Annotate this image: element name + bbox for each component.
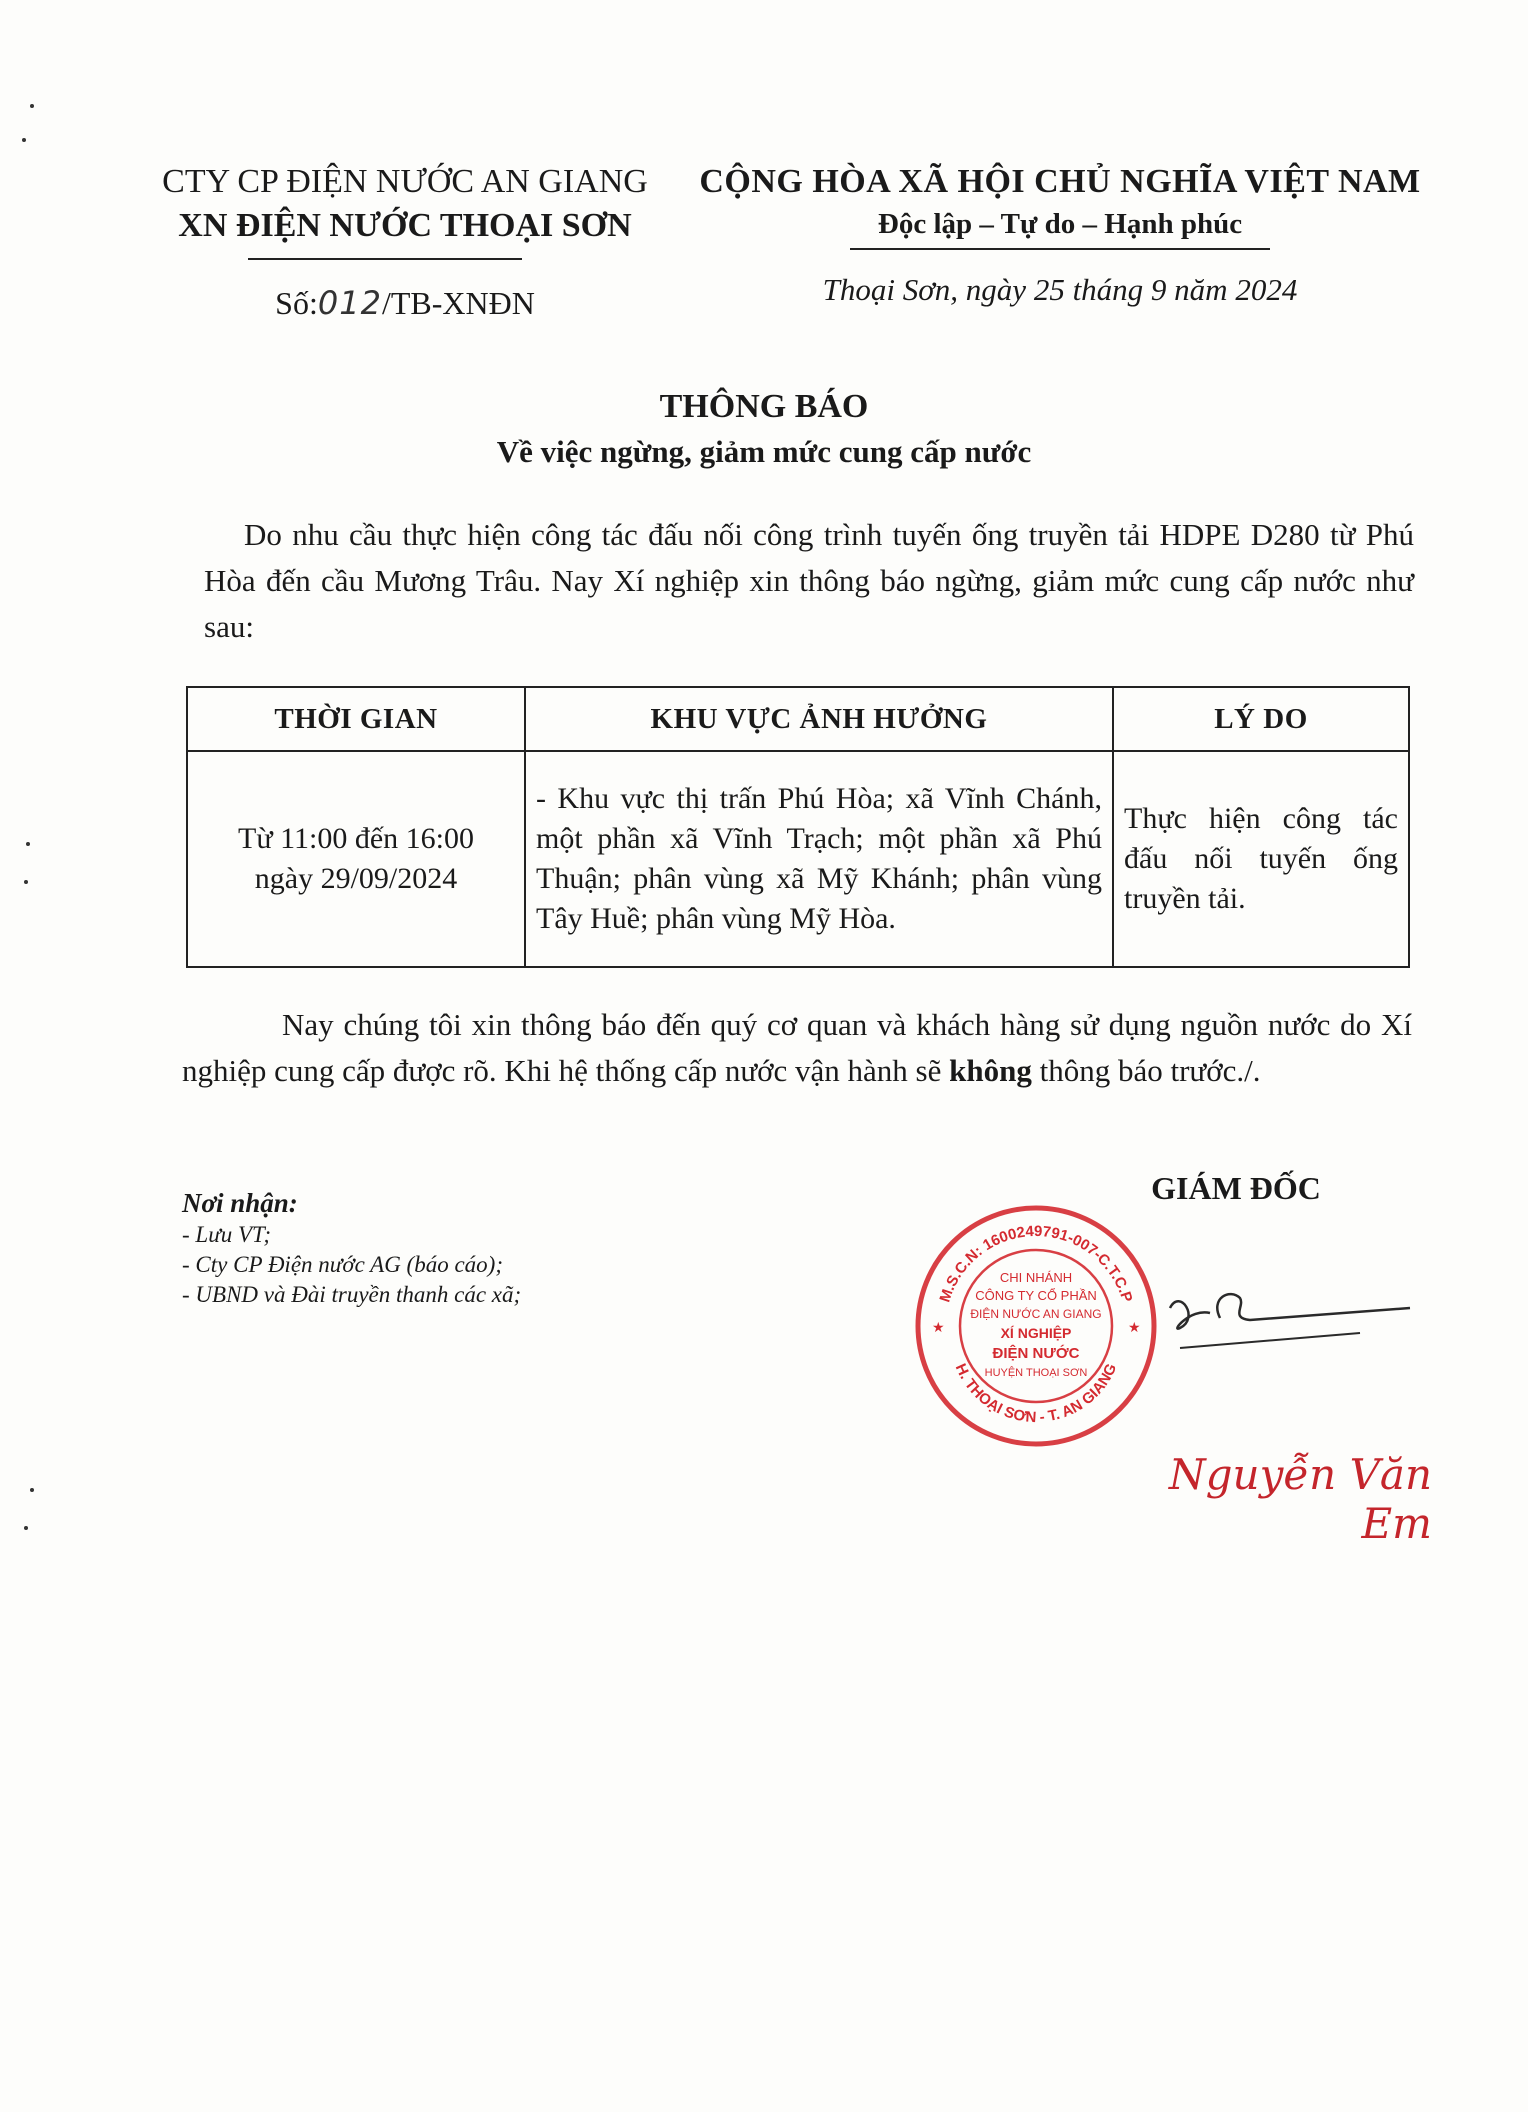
national-header <box>690 160 1430 244</box>
company-seal <box>906 1196 1166 1456</box>
branch-name: XN ĐIỆN NƯỚC THOẠI SƠN <box>178 207 632 244</box>
closing-paragraph <box>182 1002 1412 1094</box>
time-range: Từ 11:00 đến 16:00 <box>238 822 474 855</box>
seal-line: HUYỆN THOẠI SƠN <box>984 1367 1088 1379</box>
seal-line: CHI NHÁNH <box>999 1270 1073 1285</box>
schedule-table <box>186 686 1410 968</box>
national-motto: Độc lập – Tự do – Hạnh phúc <box>877 208 1243 240</box>
header-reason: LÝ DO <box>1113 687 1409 751</box>
handwritten-signature <box>1160 1278 1420 1368</box>
document-number <box>140 284 670 322</box>
scan-speck <box>30 104 34 108</box>
seal-star-icon: ★ <box>932 1320 945 1336</box>
cell-reason: Thực hiện công tác đấu nối tuyến ống truyền tải. <box>1113 751 1409 967</box>
scan-speck <box>30 1488 34 1492</box>
place-and-date: Thoại Sơn, ngày 25 tháng 9 năm 2024 <box>822 272 1298 307</box>
time-date: ngày 29/09/2024 <box>254 862 458 895</box>
intro-paragraph <box>204 512 1414 650</box>
cell-area: - Khu vực thị trấn Phú Hòa; xã Vĩnh Chánh, một phần xã Vĩnh Trạch; một phần xã Phú Thuận; phân vùng xã Mỹ Khánh; phân vùng Tây Huề; phân vùng Mỹ Hòa. <box>525 751 1113 967</box>
document-number-handwritten: 012 <box>317 284 382 322</box>
header-time: THỜI GIAN <box>187 687 525 751</box>
closing-bold-word: không <box>949 1053 1032 1088</box>
scan-speck <box>26 842 30 846</box>
recipient-item: - Cty CP Điện nước AG (báo cáo); <box>182 1252 503 1277</box>
header-divider-left <box>248 258 522 260</box>
scan-speck <box>24 1526 28 1530</box>
table-header-row <box>187 687 1409 751</box>
seal-star-icon: ★ <box>1128 1320 1141 1336</box>
seal-line: XÍ NGHIỆP <box>1000 1325 1072 1341</box>
seal-ring-bottom: H. THOẠI SƠN - T. AN GIANG <box>951 1361 1121 1427</box>
seal-line: ĐIỆN NƯỚC <box>992 1345 1080 1362</box>
header-divider-right <box>850 248 1270 250</box>
recipients-heading: Nơi nhận: <box>182 1188 298 1218</box>
seal-line: ĐIỆN NƯỚC AN GIANG <box>970 1307 1102 1321</box>
header-area: KHU VỰC ẢNH HƯỞNG <box>525 687 1113 751</box>
document-subtitle: Về việc ngừng, giảm mức cung cấp nước <box>496 434 1032 469</box>
signer-name: Nguyễn Văn Em <box>1168 1450 1432 1548</box>
table-row <box>187 751 1409 967</box>
seal-line: CÔNG TY CỔ PHẦN <box>975 1288 1097 1303</box>
recipient-item: - UBND và Đài truyền thanh các xã; <box>182 1282 522 1307</box>
signer-title: GIÁM ĐỐC <box>1151 1170 1321 1206</box>
document-number-prefix: Số: <box>275 285 318 321</box>
seal-ring-top: M.S.C.N: 1600249791-007-C.T.C.P <box>936 1222 1136 1305</box>
organization-header <box>140 160 670 248</box>
country-name: CỘNG HÒA XÃ HỘI CHỦ NGHĨA VIỆT NAM <box>699 163 1421 200</box>
recipient-item: - Lưu VT; <box>182 1222 272 1247</box>
document-title: THÔNG BÁO <box>659 388 869 425</box>
scan-speck <box>24 880 28 884</box>
scan-speck <box>22 138 26 142</box>
cell-time <box>187 751 525 967</box>
intro-text: Do nhu cầu thực hiện công tác đấu nối công trình tuyến ống truyền tải HDPE D280 từ Phú Hòa đến cầu Mương Trâu. Nay Xí nghiệp xin thông báo ngừng, giảm mức cung cấp nước như sau: <box>204 517 1414 644</box>
closing-text: Nay chúng tôi xin thông báo đến quý cơ quan và khách hàng sử dụng nguồn nước do Xí nghiệp cung cấp được rõ. Khi hệ thống cấp nước vận hành sẽ <box>182 1007 1412 1088</box>
closing-text-end: thông báo trước./. <box>1039 1053 1261 1088</box>
document-number-suffix: /TB-XNĐN <box>381 285 535 321</box>
parent-company-name: CTY CP ĐIỆN NƯỚC AN GIANG <box>162 163 648 200</box>
